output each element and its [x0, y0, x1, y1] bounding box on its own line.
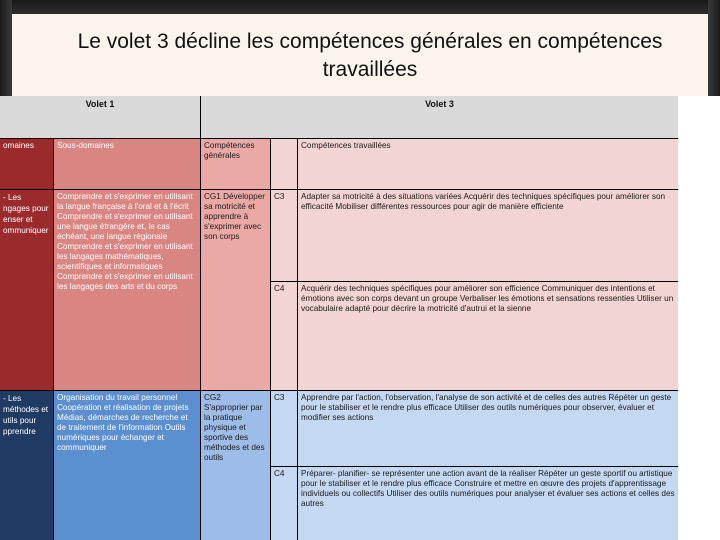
slide-frame-right [708, 0, 720, 100]
col-header-competences-travaillees: Compétences travaillées [298, 139, 678, 189]
slide-frame-left [0, 0, 12, 100]
col-header-competences-generales: Compétences générales [201, 139, 270, 189]
col-header-sous-domaines: Sous-domaines [54, 139, 200, 189]
row2-c3-code: C3 [271, 391, 297, 466]
row1-c4-code: C4 [271, 282, 297, 390]
row1-c3-competences: Adapter sa motricité à des situations variées Acquérir des techniques spécifiques pour améliorer son efficacité Mobiliser différentes ressources pour agir de manière efficiente [298, 190, 678, 281]
row1-c3-code: C3 [271, 190, 297, 281]
row1-competence-generale: CG1 Développer sa motricité et apprendre à s'exprimer avec son corps [201, 190, 270, 390]
row1-sous-domaines: Comprendre et s'exprimer en utilisant la langue française à l'oral et à l'écrit Comprendre et s'exprimer en utilisant une langue étrangère et, le cas échéant, une langue régionale Comprendre et s'exprimer en utilisant les langages mathématiques, scientifiques et informatiques Comprendre et s'exprimer en utilisant les langages des arts et du corps [54, 190, 200, 390]
header-volet3: Volet 3 [201, 96, 678, 138]
row1-domaine: - Les ngages pour enser et ommuniquer [0, 190, 53, 390]
competences-table [0, 96, 678, 540]
row2-domaine: - Les méthodes et utils pour pprendre [0, 391, 53, 540]
slide-title-line-1: Le volet 3 décline les compétences générales en compétences [77, 30, 663, 53]
row2-c4-code: C4 [271, 467, 297, 540]
row2-competence-generale: CG2 S'approprier par la pratique physique et sportive des méthodes et des outils [201, 391, 270, 540]
slide-title [40, 28, 700, 84]
col-header-domaines: omaines [0, 139, 53, 189]
row2-c4-competences: Préparer- planifier- se représenter une action avant de la réaliser Répéter un geste sportif ou artistique pour le stabiliser et le rendre plus efficace Construire et mettre en œuvre des projets d'apprentissage individuels ou collectifs Utiliser des outils numériques pour analyser et évaluer ses actions et celles des autres [298, 467, 678, 540]
slide-title-line-2: travaillées [322, 58, 418, 81]
row2-c3-competences: Apprendre par l'action, l'observation, l'analyse de son activité et de celles des autres Répéter un geste pour le stabiliser et le rendre plus efficace Utiliser des outils numériques pour observer, évaluer et modifier ses actions [298, 391, 678, 466]
col-header-cycle-blank [271, 139, 297, 189]
header-volet1: Volet 1 [0, 96, 200, 138]
slide-frame-top [0, 0, 720, 14]
right-margin [678, 96, 720, 540]
row2-sous-domaines: Organisation du travail personnel Coopération et réalisation de projets Médias, démarches de recherche et de traitement de l'information Outils numériques pour échanger et communiquer [54, 391, 200, 540]
row1-c4-competences: Acquérir des techniques spécifiques pour améliorer son efficience Communiquer des intentions et émotions avec son corps devant un groupe Verbaliser les émotions et sensations ressenties Utiliser un vocabulaire adapté pour décrire la motricité d'autrui et la sienne [298, 282, 678, 390]
